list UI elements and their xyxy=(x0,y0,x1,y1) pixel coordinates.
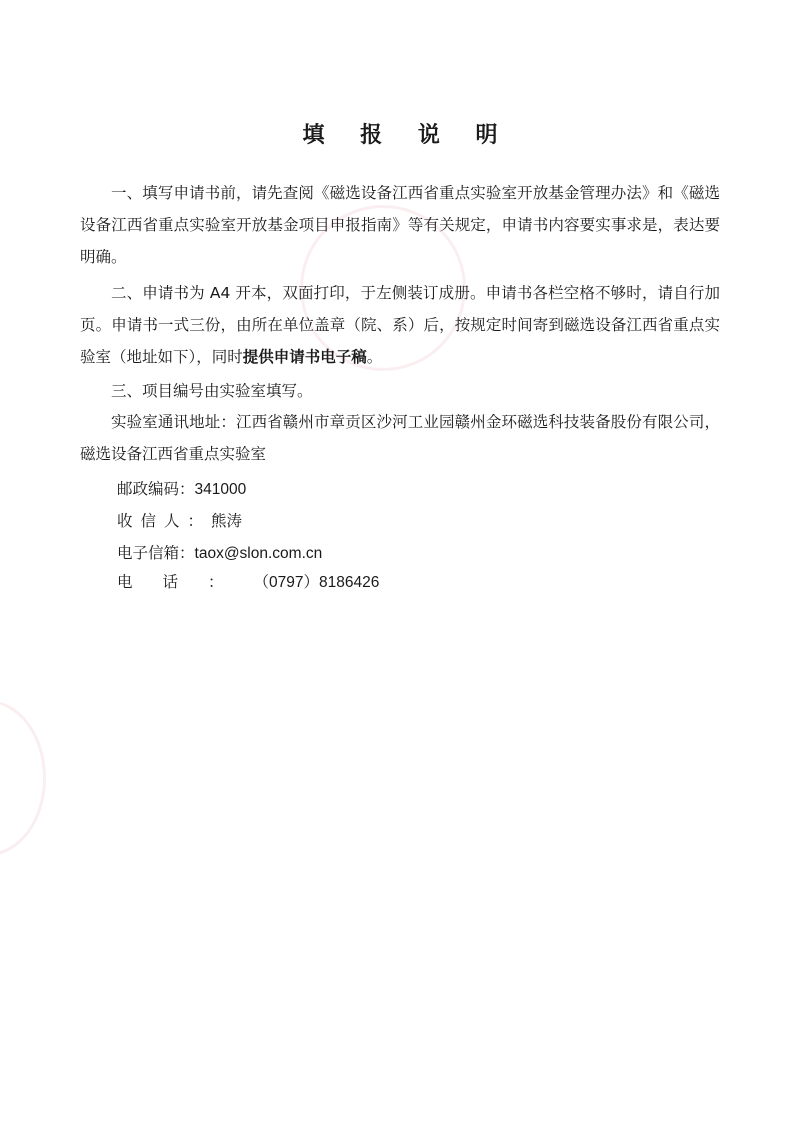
postcode-label: 邮政编码： xyxy=(117,480,195,498)
recipient-value: 熊涛 xyxy=(211,512,243,530)
postcode-value: 341000 xyxy=(194,481,247,498)
faint-seal-stamp-edge xyxy=(0,700,46,856)
paragraph-2-bold: 提供申请书电子稿 xyxy=(242,348,367,366)
paragraph-address: 实验室通讯地址：江西省赣州市章贡区沙河工业园赣州金环磁选科技装备股份有限公司，磁选设备江西省重点实验室 xyxy=(80,413,720,463)
recipient-line xyxy=(117,505,242,537)
paragraph-1: 一、填写申请书前，请先查阅《磁选设备江西省重点实验室开放基金管理办法》和《磁选设备江西省重点实验室开放基金项目申报指南》等有关规定，申请书内容要实事求是，表达要明确。 xyxy=(80,184,720,266)
phone-line xyxy=(117,566,379,599)
phone-value: （0797）8186426 xyxy=(253,574,380,591)
postcode-line xyxy=(117,473,246,506)
paragraph-2-end: 。 xyxy=(366,348,383,366)
email-value: taox@slon.com.cn xyxy=(194,545,323,562)
phone-label: 电话： xyxy=(117,573,254,591)
paragraph-3: 三、项目编号由实验室填写。 xyxy=(111,382,313,400)
page-title: 填 报 说 明 xyxy=(302,122,512,148)
email-label: 电子信箱： xyxy=(117,544,195,562)
recipient-label: 收信人： xyxy=(117,512,212,530)
paragraph-2-text: 二、申请书为 A4 开本，双面打印，于左侧装订成册。申请书各栏空格不够时，请自行加页。申请书一式三份，由所在单位盖章（院、系）后，按规定时间寄到磁选设备江西省重点实验室（地址如下），同时 xyxy=(80,284,720,366)
paragraph-2 xyxy=(80,277,720,373)
